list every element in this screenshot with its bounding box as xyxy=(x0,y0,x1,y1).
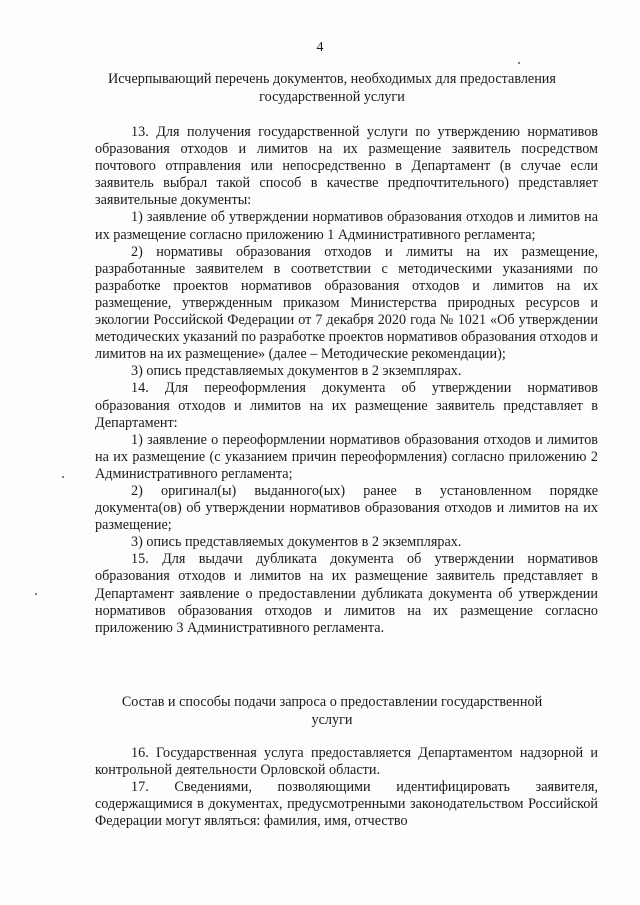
paragraph-13-item-1: 1) заявление об утверждении нормативов образования отходов и лимитов на их размещение согласно приложению 1 Административного регламента; xyxy=(95,209,598,243)
paragraph-16: 16. Государственная услуга предоставляется Департаментом надзорной и контрольной деятельности Орловской области. xyxy=(95,745,598,779)
paragraph-13-item-2: 2) нормативы образования отходов и лимиты на их размещение, разработанные заявителем в соответствии с методическими указаниями по разработке проектов нормативов образования отходов и лимитов на их размещение, утвержденным приказом Министерства природных ресурсов и экологии Российской Федерации от 7 декабря 2020 года № 1021 «Об утверждении методических указаний по разработке проектов нормативов образования отходов и лимитов на их размещение» (далее – Методические рекомендации); xyxy=(95,243,598,363)
section-heading-line: услуги xyxy=(311,712,353,728)
paragraph-14-item-2: 2) оригинал(ы) выданного(ых) ранее в установленном порядке документа(ов) об утверждении нормативов образования отходов и лимитов на их размещение; xyxy=(95,482,598,534)
paragraph-14: 14. Для переоформления документа об утверждении нормативов образования отходов и лимитов на их размещение заявитель представляет в Департамент: xyxy=(95,380,598,431)
section-heading-line: государственной услуги xyxy=(259,89,405,105)
section-heading-documents xyxy=(80,70,584,106)
section-heading-line: Состав и способы подачи запроса о предоставлении государственной xyxy=(121,694,543,710)
paragraph-17: 17. Сведениями, позволяющими идентифицировать заявителя, содержащимися в документах, предусмотренными законодательством Российской Федерации могут являться: фамилия, имя, отчество xyxy=(95,779,598,830)
scan-speck xyxy=(518,62,520,64)
paragraph-15: 15. Для выдачи дубликата документа об утверждении нормативов образования отходов и лимитов на их размещение заявитель представляет в Департамент заявление о предоставлении дубликата документа об утверждении нормативов образования отходов и лимитов на их размещение согласно приложению 3 Административного регламента. xyxy=(95,551,598,636)
paragraph-14-item-1: 1) заявление о переоформлении нормативов образования отходов и лимитов на их размещение (с указанием причин переоформления) согласно приложению 2 Административного регламента; xyxy=(95,431,598,482)
section-body-request xyxy=(95,745,598,830)
paragraph-13-item-3: 3) опись представляемых документов в 2 экземплярах. xyxy=(131,363,462,380)
scan-speck xyxy=(62,476,64,478)
paragraph-13: 13. Для получения государственной услуги по утверждению нормативов образования отходов и лимитов на их размещение заявитель посредством почтового отправления или непосредственно в Департамент (в случае если заявитель выбрал такой способ в качестве предпочтительного) представляет заявительные документы: xyxy=(95,124,598,209)
paragraph-14-item-3: 3) опись представляемых документов в 2 экземплярах. xyxy=(131,534,462,551)
section-heading-line: Исчерпывающий перечень документов, необходимых для предоставления xyxy=(108,71,556,87)
scan-speck xyxy=(35,593,37,595)
page-number: 4 xyxy=(316,40,324,55)
section-body-documents xyxy=(95,124,598,637)
section-heading-request xyxy=(80,693,584,729)
